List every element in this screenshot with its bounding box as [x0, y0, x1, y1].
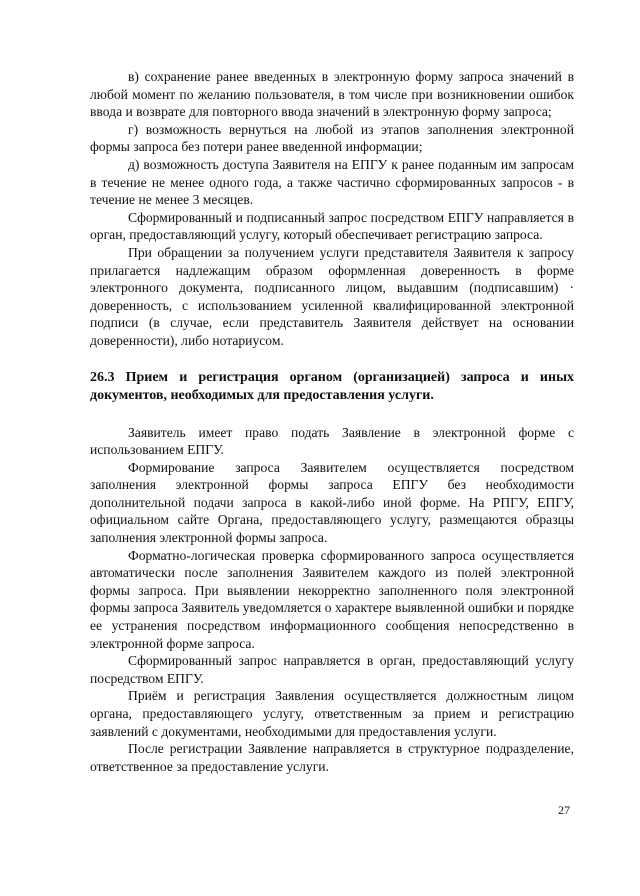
page-number: 27	[558, 803, 570, 817]
document-page	[90, 68, 574, 775]
paragraph-registration: Приём и регистрация Заявления осуществляется должностным лицом органа, предоставляющего услугу, ответственным за прием и регистрацию заявлений с документами, необходимыми для предоставления услуги.	[90, 688, 574, 739]
paragraph-g: г) возможность вернуться на любой из этапов заполнения электронной формы запроса без потери ранее введенной информации;	[90, 121, 574, 155]
paragraph-format-check: Форматно-логическая проверка сформированного запроса осуществляется автоматически после заполнения Заявителем каждого из полей электронной формы запроса. При выявлении некорректно заполненного поля электронной формы запроса Заявитель уведомляется о характере выявленной ошибки и порядке ее устранения посредством информационного сообщения непосредственно в электронной форме запроса.	[90, 547, 574, 651]
section-title: 26.3 Прием и регистрация органом (организацией) запроса и иных документов, необходимых для предоставления услуги.	[90, 369, 574, 403]
paragraph-right-to-apply: Заявитель имеет право подать Заявление в электронной форме с использованием ЕПГУ.	[90, 424, 574, 458]
paragraph-request-formation: Формирование запроса Заявителем осуществляется посредством заполнения электронной формы запроса ЕПГУ без необходимости дополнительной подачи запроса в какой-либо иной форме. На РПГУ, ЕПГУ, официальном сайте Органа, предоставляющего услугу, размещаются образцы заполнения электронной формы запроса.	[90, 459, 574, 546]
paragraph-request-sent: Сформированный запрос направляется в орган, предоставляющий услугу посредством ЕПГУ.	[90, 653, 574, 686]
paragraph-signed-request: Сформированный и подписанный запрос посредством ЕПГУ направляется в орган, предоставляющий услугу, который обеспечивает регистрацию запроса.	[90, 209, 574, 243]
paragraph-d: д) возможность доступа Заявителя на ЕПГУ к ранее поданным им запросам в течение не менее одного года, а также частично сформированных запросов - в течение не менее 3 месяцев.	[90, 156, 574, 208]
paragraph-v: в) сохранение ранее введенных в электронную форму запроса значений в любой момент по желанию пользователя, в том числе при возникновении ошибок ввода и возврате для повторного ввода значений в электронную форму запроса;	[90, 69, 574, 120]
paragraph-after-registration: После регистрации Заявление направляется в структурное подразделение, ответственное за предоставление услуги.	[90, 741, 574, 774]
paragraph-representative: При обращении за получением услуги представителя Заявителя к запросу прилагается надлежащим образом оформленная доверенность в форме электронного документа, подписанного лицом, выдавшим (подписавшим) · доверенность, с использованием усиленной квалифицированной электронной подписи (в случае, если представитель Заявителя действует на основании доверенности), либо нотариусом.	[90, 244, 574, 348]
